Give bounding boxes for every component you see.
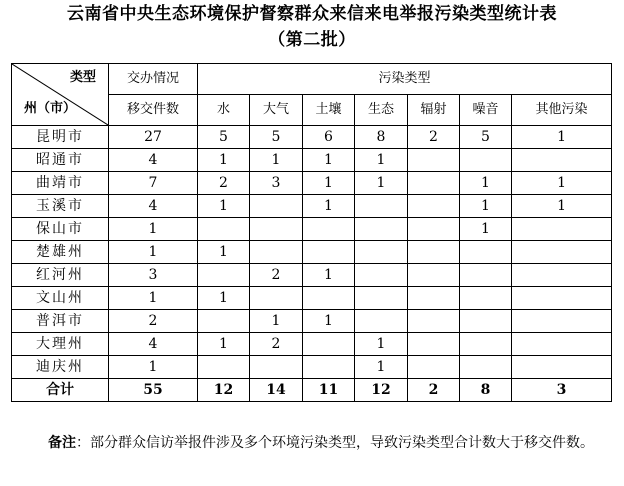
assigned-count-cell: 1 [109, 241, 198, 264]
pollution-count-cell: 5 [250, 126, 303, 149]
pollution-count-cell: 1 [355, 356, 408, 379]
pollution-count-cell [408, 172, 460, 195]
pollution-count-cell: 12 [198, 379, 250, 402]
footnote-text: ：部分群众信访举报件涉及多个环境污染类型，导致污染类型合计数大于移交件数。 [76, 435, 594, 451]
pollution-count-cell: 1 [460, 195, 512, 218]
diagonal-top-label: 类型 [69, 70, 96, 85]
assigned-count-cell: 3 [109, 264, 198, 287]
pollution-count-cell [198, 218, 250, 241]
pollution-count-cell: 1 [460, 218, 512, 241]
pollution-count-cell: 1 [198, 195, 250, 218]
type-header-water: 水 [198, 95, 250, 126]
pollution-count-cell: 1 [198, 149, 250, 172]
pollution-count-cell [512, 149, 612, 172]
pollution-count-cell [408, 333, 460, 356]
table-row [12, 356, 612, 379]
header-row-1 [12, 64, 612, 95]
pollution-count-cell [355, 287, 408, 310]
pollution-count-cell [355, 241, 408, 264]
pollution-count-cell [512, 287, 612, 310]
pollution-count-cell [408, 356, 460, 379]
assigned-count-cell: 1 [109, 218, 198, 241]
statistics-table [11, 63, 612, 402]
table-row [12, 264, 612, 287]
pollution-count-cell [408, 149, 460, 172]
diagonal-header-cell [12, 64, 109, 126]
type-header-ecology: 生态 [355, 95, 408, 126]
pollution-count-cell: 5 [460, 126, 512, 149]
pollution-count-cell: 1 [355, 149, 408, 172]
city-cell: 昭通市 [12, 149, 109, 172]
city-cell: 大理州 [12, 333, 109, 356]
pollution-count-cell [512, 241, 612, 264]
pollution-count-cell [303, 333, 355, 356]
pollution-count-cell: 1 [303, 149, 355, 172]
pollution-count-cell: 1 [198, 241, 250, 264]
pollution-count-cell: 2 [408, 379, 460, 402]
pollution-count-cell [355, 264, 408, 287]
city-cell: 迪庆州 [12, 356, 109, 379]
pollution-count-cell: 14 [250, 379, 303, 402]
assigned-count-cell: 4 [109, 149, 198, 172]
pollution-count-cell: 1 [512, 126, 612, 149]
pollution-count-cell: 1 [198, 333, 250, 356]
pollution-count-cell [250, 218, 303, 241]
pollution-count-cell [250, 287, 303, 310]
city-cell: 普洱市 [12, 310, 109, 333]
pollution-count-cell: 1 [512, 195, 612, 218]
total-row [12, 379, 612, 402]
table-row [12, 333, 612, 356]
pollution-count-cell [198, 264, 250, 287]
pollution-count-cell [460, 310, 512, 333]
pollution-count-cell [250, 356, 303, 379]
pollution-count-cell [512, 310, 612, 333]
pollution-count-cell [460, 287, 512, 310]
pollution-count-cell: 1 [303, 172, 355, 195]
pollution-count-cell: 2 [408, 126, 460, 149]
pollution-count-cell: 1 [303, 195, 355, 218]
table-row [12, 310, 612, 333]
assigned-count-cell: 1 [109, 287, 198, 310]
page-title: 云南省中央生态环境保护督察群众来信来电举报污染类型统计表 [67, 4, 557, 24]
city-cell: 玉溪市 [12, 195, 109, 218]
pollution-count-cell [303, 356, 355, 379]
pollution-count-cell [408, 287, 460, 310]
pollution-count-cell [460, 149, 512, 172]
pollution-count-cell [512, 333, 612, 356]
pollution-count-cell [460, 333, 512, 356]
pollution-count-cell: 8 [460, 379, 512, 402]
pollution-count-cell [303, 218, 355, 241]
city-cell: 昆明市 [12, 126, 109, 149]
pollution-count-cell [250, 195, 303, 218]
pollution-count-cell: 6 [303, 126, 355, 149]
pollution-count-cell [198, 356, 250, 379]
pollution-count-cell: 1 [250, 310, 303, 333]
assigned-group-header: 交办情况 [109, 64, 198, 95]
pollution-count-cell [355, 195, 408, 218]
type-header-other: 其他污染 [512, 95, 612, 126]
city-cell: 曲靖市 [12, 172, 109, 195]
assigned-count-cell: 1 [109, 356, 198, 379]
assigned-count-cell: 2 [109, 310, 198, 333]
table-row [12, 195, 612, 218]
pollution-count-cell [512, 218, 612, 241]
pollution-count-cell: 1 [198, 287, 250, 310]
pollution-count-cell [460, 356, 512, 379]
pollution-count-cell [512, 356, 612, 379]
table-row [12, 126, 612, 149]
page-subtitle: （第二批） [268, 30, 356, 50]
pollution-count-cell: 1 [512, 172, 612, 195]
pollution-count-cell: 1 [355, 333, 408, 356]
pollution-count-cell: 1 [460, 172, 512, 195]
table-row [12, 241, 612, 264]
city-cell: 文山州 [12, 287, 109, 310]
assigned-count-cell: 4 [109, 333, 198, 356]
type-header-noise: 噪音 [460, 95, 512, 126]
table-row [12, 218, 612, 241]
pollution-count-cell [355, 218, 408, 241]
pollution-count-cell: 2 [250, 333, 303, 356]
pollution-count-cell: 1 [355, 172, 408, 195]
pollution-count-cell [460, 264, 512, 287]
pollution-count-cell: 3 [512, 379, 612, 402]
city-cell: 楚雄州 [12, 241, 109, 264]
table-row [12, 172, 612, 195]
assigned-count-cell: 55 [109, 379, 198, 402]
pollution-count-cell [512, 264, 612, 287]
type-header-air: 大气 [250, 95, 303, 126]
pollution-count-cell: 1 [303, 264, 355, 287]
city-cell: 合计 [12, 379, 109, 402]
pollution-count-cell: 8 [355, 126, 408, 149]
pollution-count-cell: 5 [198, 126, 250, 149]
assigned-count-cell: 4 [109, 195, 198, 218]
pollution-group-header: 污染类型 [198, 64, 612, 95]
assigned-count-cell: 7 [109, 172, 198, 195]
pollution-count-cell [408, 241, 460, 264]
footnote-label: 备注 [48, 435, 76, 451]
table-row [12, 287, 612, 310]
type-header-soil: 土壤 [303, 95, 355, 126]
pollution-count-cell [303, 241, 355, 264]
pollution-count-cell [408, 218, 460, 241]
pollution-count-cell: 12 [355, 379, 408, 402]
pollution-count-cell: 11 [303, 379, 355, 402]
pollution-count-cell [303, 287, 355, 310]
type-header-radiation: 辐射 [408, 95, 460, 126]
pollution-count-cell: 1 [303, 310, 355, 333]
pollution-count-cell [250, 241, 303, 264]
footnote [14, 432, 610, 454]
pollution-count-cell [408, 310, 460, 333]
pollution-count-cell [408, 195, 460, 218]
pollution-count-cell: 2 [250, 264, 303, 287]
table-row [12, 149, 612, 172]
assigned-count-cell: 27 [109, 126, 198, 149]
city-cell: 保山市 [12, 218, 109, 241]
pollution-count-cell: 2 [198, 172, 250, 195]
diagonal-bottom-label: 州（市） [24, 101, 77, 116]
pollution-count-cell [460, 241, 512, 264]
pollution-count-cell: 1 [250, 149, 303, 172]
city-cell: 红河州 [12, 264, 109, 287]
pollution-count-cell [355, 310, 408, 333]
pollution-count-cell [198, 310, 250, 333]
assigned-count-header: 移交件数 [109, 95, 198, 126]
pollution-count-cell: 3 [250, 172, 303, 195]
pollution-count-cell [408, 264, 460, 287]
